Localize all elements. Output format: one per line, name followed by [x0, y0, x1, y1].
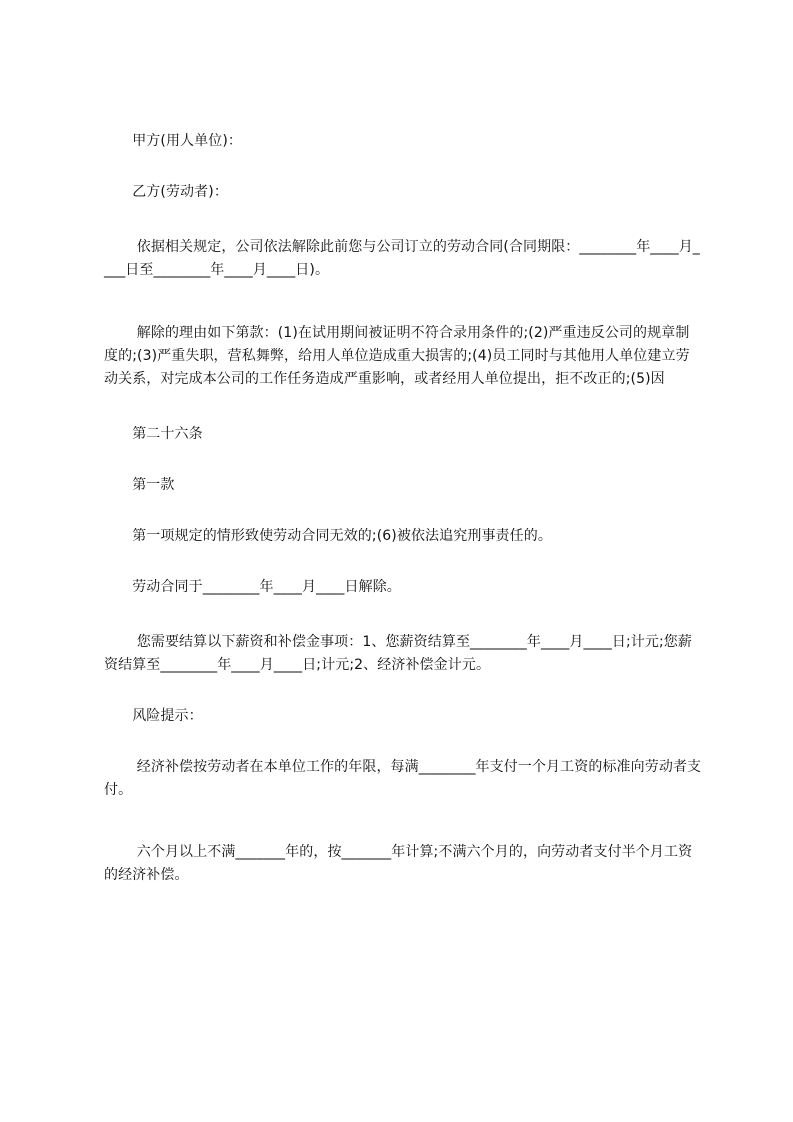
clause-heading: 第一款 — [104, 477, 175, 493]
document-body — [104, 130, 702, 887]
compensation-rule-paragraph: 经济补偿按劳动者在本单位工作的年限，每满________年支付一个月工资的标准向劳动者支付。 — [104, 759, 702, 798]
settlement-paragraph: 您需要结算以下薪资和补偿金事项：1、您薪资结算至________年____月____日;计元;您薪资结算至________年____月____日;计元;2、经济补偿金计元。 — [104, 634, 692, 673]
article-heading: 第二十六条 — [104, 426, 203, 442]
termination-reasons-paragraph: 解除的理由如下第款：(1)在试用期间被证明不符合录用条件的;(2)严重违反公司的规章制度的;(3)严重失职，营私舞弊，给用人单位造成重大损害的;(4)员工同时与其他用人单位建立劳动关系，对完成本公司的工作任务造成严重影响，或者经用人单位提出，拒不改正的;(5)因 — [104, 325, 690, 387]
contract-basis-paragraph: 依据相关规定，公司依法解除此前您与公司订立的劳动合同(合同期限：________年____月____日至________年____月____日)。 — [104, 239, 700, 278]
termination-date-paragraph: 劳动合同于________年____月____日解除。 — [104, 579, 401, 595]
party-b-line: 乙方(劳动者)： — [104, 184, 228, 200]
party-a-line: 甲方(用人单位)： — [104, 133, 243, 149]
invalid-contract-paragraph: 第一项规定的情形致使劳动合同无效的;(6)被依法追究刑事责任的。 — [104, 528, 552, 544]
risk-warning-heading: 风险提示： — [104, 708, 203, 724]
half-month-compensation-paragraph: 六个月以上不满_______年的，按_______年计算;不满六个月的，向劳动者支付半个月工资的经济补偿。 — [104, 844, 693, 883]
